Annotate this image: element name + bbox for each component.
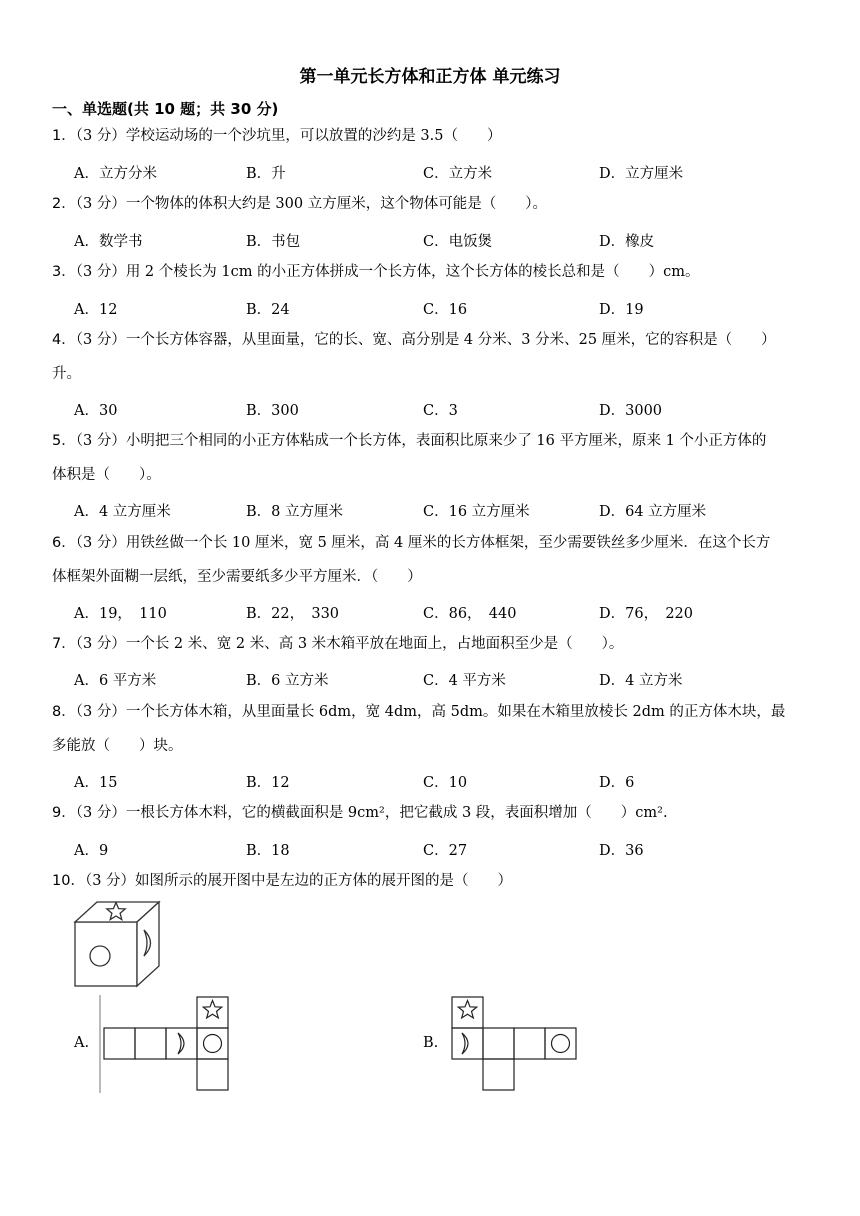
moon-icon (462, 1033, 468, 1054)
net-b-label[interactable]: B. (423, 1035, 439, 1051)
net-a[interactable] (98, 995, 238, 1095)
question-number: 3． (52, 264, 76, 280)
question-text: （3 分）如图所示的展开图中是左边的正方体的展开图的是（ ） (84, 873, 513, 889)
net-a-label[interactable]: A. (74, 1035, 90, 1051)
question-text-continued: 体框架外面糊一层纸，至少需要纸多少平方厘米．（ ） (52, 569, 422, 585)
option-c[interactable]: C．27 (423, 843, 468, 859)
option-b[interactable]: B．6 立方米 (246, 673, 329, 689)
question-text: （3 分）一根长方体木料，它的横截面积是 9cm²，把它截成 3 段，表面积增加（ ）cm². (75, 805, 668, 821)
question-number: 4． (52, 332, 76, 348)
question-number: 8． (52, 704, 76, 720)
option-d[interactable]: D．4 立方米 (599, 673, 683, 689)
question-text: （3 分）用 2 个棱长为 1cm 的小正方体拼成一个长方体，这个长方体的棱长总和是（ ）cm。 (75, 264, 700, 280)
option-c[interactable]: C．10 (423, 775, 468, 791)
option-d[interactable]: D．64 立方厘米 (599, 504, 707, 520)
option-a[interactable]: A．12 (74, 302, 118, 318)
option-c[interactable]: C．电饭煲 (423, 234, 493, 250)
option-d[interactable]: D．立方厘米 (599, 166, 684, 182)
question-10 (52, 864, 812, 898)
star-icon (203, 1001, 221, 1018)
option-b[interactable]: B．升 (246, 166, 286, 182)
option-b[interactable]: B．24 (246, 302, 290, 318)
question-number: 6． (52, 535, 76, 551)
question-number: 5． (52, 433, 76, 449)
question-text-continued: 多能放（ ）块。 (52, 738, 183, 754)
circle-icon (552, 1035, 570, 1053)
question-number: 7． (52, 636, 76, 652)
option-a[interactable]: A．数学书 (74, 234, 143, 250)
question-text: （3 分）学校运动场的一个沙坑里，可以放置的沙约是 3.5（ ） (75, 128, 502, 144)
option-a[interactable]: A．30 (74, 403, 118, 419)
option-a[interactable]: A．立方分米 (74, 166, 157, 182)
question-6 (52, 526, 812, 594)
option-c[interactable]: C．16 立方厘米 (423, 504, 530, 520)
cube-front-face (75, 922, 137, 986)
question-1 (52, 119, 812, 153)
option-b[interactable]: B．22， 330 (246, 606, 340, 622)
option-c[interactable]: C．立方米 (423, 166, 493, 182)
question-text: （3 分）一个长 2 米、宽 2 米、高 3 米木箱平放在地面上，占地面积至少是（ ）。 (75, 636, 624, 652)
question-text: （3 分）用铁丝做一个长 10 厘米，宽 5 厘米，高 4 厘米的长方体框架，至少需要铁丝多少厘米．在这个长方 (75, 535, 771, 551)
question-number: 2． (52, 196, 76, 212)
option-d[interactable]: D．36 (599, 843, 644, 859)
question-7 (52, 627, 812, 661)
option-b[interactable]: B．18 (246, 843, 290, 859)
question-number: 10． (52, 873, 85, 889)
cube-figure (70, 900, 170, 990)
net-b[interactable] (450, 995, 590, 1095)
question-4 (52, 323, 812, 391)
page-title: 第一单元长方体和正方体 单元练习 (299, 67, 561, 87)
question-text-continued: 体积是（ ）。 (52, 467, 161, 483)
option-a[interactable]: A．15 (74, 775, 118, 791)
option-a[interactable]: A．4 立方厘米 (74, 504, 171, 520)
option-a[interactable]: A．6 平方米 (74, 673, 157, 689)
question-text-continued: 升。 (52, 366, 81, 382)
option-d[interactable]: D．橡皮 (599, 234, 655, 250)
circle-icon (204, 1035, 222, 1053)
question-8 (52, 695, 812, 763)
star-icon (458, 1001, 476, 1018)
option-c[interactable]: C．16 (423, 302, 468, 318)
question-text: （3 分）小明把三个相同的小正方体粘成一个长方体，表面积比原来少了 16 平方厘米，原来 1 个小正方体的 (75, 433, 767, 449)
option-b[interactable]: B．8 立方厘米 (246, 504, 343, 520)
option-b[interactable]: B．12 (246, 775, 290, 791)
question-number: 1． (52, 128, 76, 144)
section-heading: 一、单选题(共 10 题；共 30 分) (52, 100, 279, 118)
option-c[interactable]: C．4 平方米 (423, 673, 506, 689)
question-3 (52, 255, 812, 289)
question-2 (52, 187, 812, 221)
option-d[interactable]: D．6 (599, 775, 635, 791)
option-d[interactable]: D．19 (599, 302, 644, 318)
option-d[interactable]: D．3000 (599, 403, 663, 419)
question-5 (52, 424, 812, 492)
option-d[interactable]: D．76， 220 (599, 606, 694, 622)
option-a[interactable]: A．9 (74, 843, 109, 859)
question-text: （3 分）一个长方体容器，从里面量，它的长、宽、高分别是 4 分米、3 分米、25 厘米，它的容积是（ ） (75, 332, 776, 348)
moon-icon (178, 1033, 184, 1054)
option-b[interactable]: B．300 (246, 403, 299, 419)
question-text: （3 分）一个物体的体积大约是 300 立方厘米，这个物体可能是（ ）。 (75, 196, 547, 212)
option-a[interactable]: A．19， 110 (74, 606, 167, 622)
question-text: （3 分）一个长方体木箱，从里面量长 6dm，宽 4dm，高 5dm。如果在木箱里放棱长 2dm 的正方体木块，最 (75, 704, 786, 720)
option-c[interactable]: C．3 (423, 403, 458, 419)
question-number: 9． (52, 805, 76, 821)
option-c[interactable]: C．86， 440 (423, 606, 517, 622)
question-9 (52, 796, 812, 830)
option-b[interactable]: B．书包 (246, 234, 301, 250)
